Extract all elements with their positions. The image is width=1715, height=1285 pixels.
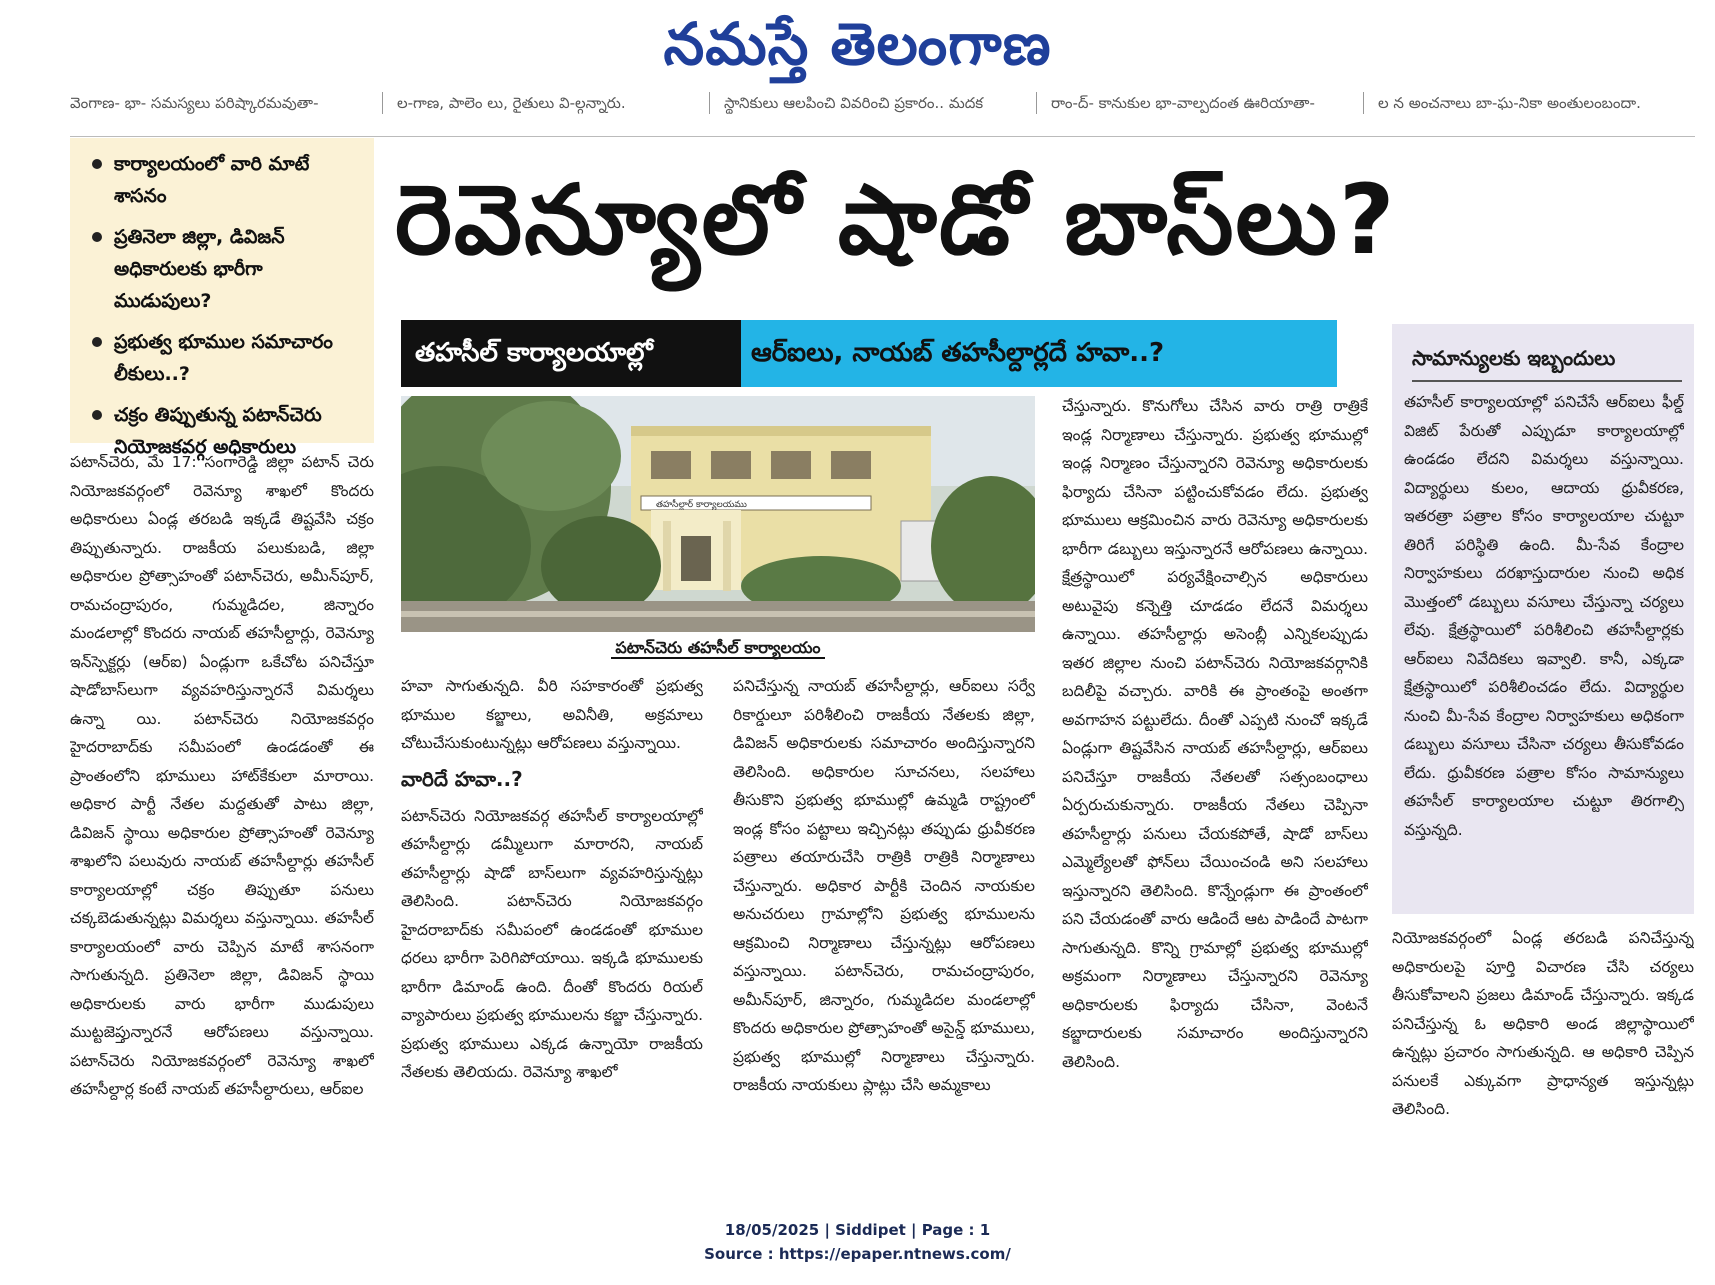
photo-caption	[401, 636, 1035, 660]
kicker-blue-part: ఆర్‌ఐలు, నాయబ్ తహసీల్దార్లదే హవా..?	[741, 320, 1337, 387]
ticker-item: వెంగాణ- భా- సమస్యలు పరిష్కారమవుతా-	[70, 94, 319, 112]
article-column-5: నియోజకవర్గంలో ఏండ్ల తరబడి పనిచేస్తున్న అధికారులపై పూర్తి విచారణ చేసి చర్యలు తీసుకోవాలని ప్రజలు డిమాండ్ చేస్తున్నారు. ఇక్కడ పనిచేస్తున్న ఓ అధికారి అండ జిల్లాస్థాయిలో ఉన్నట్లు ప్రచారం సాగుతున్నది. ఆ అధికారి చెప్పిన పనులకే ఎక్కువగా ప్రాధాన్యత ఇస్తున్నట్లు తెలిసింది.	[1392, 929, 1694, 1118]
masthead-logo: నమస్తే తెలంగాణ	[663, 10, 1052, 78]
office-name-sign: తహసీల్దార్ కార్యాలయము	[656, 500, 747, 510]
ticker-strip	[70, 92, 1690, 114]
highlights-list	[70, 138, 374, 463]
article-column-2-text-b: పటాన్‌చెరు నియోజకవర్గ తహసీల్ కార్యాలయాల్లో తహసీల్దార్లు డమ్మీలుగా మారారని, నాయబ్ తహసీల్దార్లు షాడో బాస్‌లుగా వ్యవహరిస్తున్నట్లు తెలిసింది. పటాన్‌చెరు నియోజకవర్గం హైదరాబాద్‌కు సమీపంలో ఉండడంతో భూముల ధరలు భారీగా పెరిగిపోయాయి. ఇక్కడి భూములకు భారీగా డిమాండ్ ఉంది. దీంతో కొందరు రియల్ వ్యాపారులు ప్రభుత్వ భూములను కబ్జా చేస్తున్నారు. ప్రభుత్వ భూములు ఎక్కడ ఉన్నాయో రాజకీయ నేతలకు తెలియదు. రెవెన్యూ శాఖలో	[401, 806, 703, 1081]
article-column-2	[401, 672, 703, 1142]
subheading: వారిదే హవా..?	[401, 766, 523, 791]
main-headline: రెవెన్యూలో షాడో బాస్‌లు?	[395, 164, 1397, 276]
header-divider	[70, 136, 1695, 137]
highlight-item: ప్రభుత్వ భూముల సమాచారం లీకులు..?	[90, 326, 364, 390]
article-column-2-text-a: హవా సాగుతున్నది. వీరి సహకారంతో ప్రభుత్వ భూముల కబ్జాలు, అవినీతి, అక్రమాలు చోటుచేసుకుంటున్నట్లు ఆరోపణలు వస్తున్నాయి.	[401, 677, 703, 752]
highlights-box	[70, 138, 374, 458]
highlight-item: చక్రం తిప్పుతున్న పటాన్‌చెరు నియోజకవర్గ అధికారులు	[90, 399, 364, 463]
sidebar-title: సామాన్యులకు ఇబ్బందులు	[1412, 342, 1682, 382]
highlight-item: ప్రతినెలా జిల్లా, డివిజన్ అధికారులకు భారీగా ముడుపులు?	[90, 221, 364, 317]
office-photo	[401, 396, 1035, 632]
ticker-item: రాం-ద్- కానుకుల భా-వాల్పదంత ఊరియాతా-	[1036, 92, 1363, 114]
highlight-item: కార్యాలయంలో వారి మాటే శాసనం	[90, 148, 364, 212]
article-column-3: పనిచేస్తున్న నాయబ్ తహసీల్దార్లు, ఆర్‌ఐలు సర్వే రికార్డులూ పరిశీలించి రాజకీయ నేతలకు జిల్లా, డివిజన్ అధికారులకు సమాచారం అందిస్తున్నారని తెలిసింది. అధికారుల సూచనలు, సలహాలు తీసుకొని ప్రభుత్వ భూముల్లో ఉమ్మడి రాష్ట్రంలో ఇండ్ల కోసం పట్టాలు ఇచ్చినట్లు తప్పుడు ధ్రువీకరణ పత్రాలు తయారుచేసి రాత్రికి రాత్రికి నిర్మాణాలు చేస్తున్నారు. అధికార పార్టీకి చెందిన నాయకుల అనుచరులు గ్రామాల్లోని ప్రభుత్వ భూములను ఆక్రమించి నిర్మాణాలు చేస్తున్నట్లు ఆరోపణలు వస్తున్నాయి. పటాన్‌చెరు, రామచంద్రాపురం, అమీన్‌పూర్, జిన్నారం, గుమ్మడిదల మండలాల్లో కొందరు అధికారుల ప్రోత్సాహంతో అసైన్డ్ భూములు, ప్రభుత్వ భూముల్లో నిర్మాణాలు చేస్తున్నారు. రాజకీయ నాయకులు ప్లాట్లు చేసి అమ్మకాలు	[733, 677, 1035, 1094]
photo-caption-text: పటాన్‌చెరు తహసీల్ కార్యాలయం	[611, 638, 824, 659]
ticker-item: స్థానికులు ఆలపించి వివరించి ప్రకారం.. మదక	[709, 92, 1036, 114]
article-column-1: పటాన్‌చెరు, మే 17: సంగారెడ్డి జిల్లా పటాన్ చెరు నియోజకవర్గంలో రెవెన్యూ శాఖలో కొందరు అధికారులు ఏండ్ల తరబడి ఇక్కడే తిష్టవేసి చక్రం తిప్పుతున్నారు. రాజకీయ పలుకుబడి, జిల్లా అధికారుల ప్రోత్సాహంతో పటాన్‌చెరు, అమీన్‌పూర్, రామచంద్రాపురం, గుమ్మడిదల, జిన్నారం మండలాల్లో కొందరు నాయబ్ తహసీల్దార్లు, రెవెన్యూ ఇన్‌స్పెక్టర్లు (ఆర్‌ఐ) ఏండ్లుగా ఒకేచోట పనిచేస్తూ షాడోబాస్‌లుగా వ్యవహరిస్తున్నారనే విమర్శలు ఉన్నా యి. పటాన్‌చెరు నియోజకవర్గం హైదరాబాద్‌కు సమీపంలో ఉండడంతో ఈ ప్రాంతంలోని భూములు హాట్‌కేకులా మారాయి. అధికార పార్టీ నేతల మద్దతుతో పాటు జిల్లా, డివిజన్ స్థాయి అధికారుల ప్రోత్సాహంతో రెవెన్యూ శాఖలోని పలువురు నాయబ్ తహసీల్దార్లు తహసీల్ కార్యాలయాల్లో చక్రం తిప్పుతూ పనులు చక్కబెడుతున్నట్లు విమర్శలు వస్తున్నాయి. తహసీల్ కార్యాలయంలో వారు చెప్పిన మాటే శాసనంగా సాగుతున్నది. ప్రతినెలా జిల్లా, డివిజన్ స్థాయి అధికారులకు వారు భారీగా ముడుపులు ముట్టజెప్తున్నారనే ఆరోపణలు వస్తున్నాయి. పటాన్‌చెరు నియోజకవర్గంలో రెవెన్యూ శాఖలో తహసీల్దార్ల కంటే నాయబ్ తహసీల్దారులు, ఆర్‌ఐల	[70, 453, 374, 1098]
kicker-black-part: తహసీల్ కార్యాలయాల్లో	[401, 320, 741, 387]
ticker-item: ల-గాణ, పాలెం లు, రైతులు వి-ల్గన్నారు.	[382, 92, 709, 114]
kicker-banner	[401, 320, 1337, 387]
footer-date-line: 18/05/2025 | Siddipet | Page : 1	[724, 1221, 991, 1239]
office-photo-illustration	[401, 396, 1035, 632]
page-footer	[0, 1218, 1715, 1266]
footer-source-line: Source : https://epaper.ntnews.com/	[704, 1245, 1011, 1263]
ticker-item: ల న అంచనాలు బా-ఘ-నికా అంతులంబందా.	[1363, 92, 1690, 114]
article-column-4: చేస్తున్నారు. కొనుగోలు చేసిన వారు రాత్రి రాత్రికే ఇండ్ల నిర్మాణాలు చేస్తున్నారు. ప్రభుత్వ భూముల్లో ఇండ్ల నిర్మాణం చేస్తున్నారని రెవెన్యూ అధికారులకు ఫిర్యాదు చేసినా పట్టించుకోవడం లేదు. ప్రభుత్వ భూములు ఆక్రమించిన వారు రెవెన్యూ అధికారులకు భారీగా డబ్బులు ఇస్తున్నారనే ఆరోపణలు ఉన్నాయి. క్షేత్రస్థాయిలో పర్యవేక్షించాల్సిన అధికారులు అటువైపు కన్నెత్తి చూడడం లేదనే విమర్శలు ఉన్నాయి. తహసీల్దార్లు అసెంబ్లీ ఎన్నికలప్పుడు ఇతర జిల్లాల నుంచి పటాన్‌చెరు నియోజకవర్గానికి బదిలీపై వచ్చారు. వారికి ఈ ప్రాంతంపై అంతగా అవగాహన పట్టులేదు. దీంతో ఎప్పటి నుంచో ఇక్కడే ఏండ్లుగా తిష్టవేసిన నాయబ్ తహసీల్దార్లు, ఆర్‌ఐలు పనిచేస్తూ రాజకీయ నేతలతో సత్సంబంధాలు ఏర్పరుచుకున్నారు. రాజకీయ నేతలు చెప్పినా తహసీల్దార్లు పనులు చేయకపోతే, షాడో బాస్‌లు ఎమ్మెల్యేలతో ఫోన్‌లు చేయించండి అని సలహాలు ఇస్తున్నారని తెలిసింది. కొన్నేండ్లుగా ఈ ప్రాంతంలో పని చేయడంతో వారు ఆడిందే ఆట పాడిందే పాటగా సాగుతున్నది. కొన్ని గ్రామాల్లో ప్రభుత్వ భూముల్లో అక్రమంగా నిర్మాణాలు చేస్తున్నారని రెవెన్యూ అధికారులకు ఫిర్యాదు చేసినా, వెంటనే కబ్జాదారులకు సమాచారం అందిస్తున్నారని తెలిసింది.	[1062, 397, 1368, 1071]
sidebar-body: తహసీల్ కార్యాలయాల్లో పనిచేసే ఆర్‌ఐలు ఫీల్డ్ విజిట్ పేరుతో ఎప్పుడూ కార్యాలయాల్లో ఉండడం లేదని విమర్శలు వస్తున్నాయి. విద్యార్థులు కులం, ఆదాయ ధ్రువీకరణ, ఇతరత్రా పత్రాల కోసం కార్యాలయాల చుట్టూ తిరిగే పరిస్థితి ఉంది. మీ-సేవ కేంద్రాల నిర్వాహకులు దరఖాస్తుదారుల నుంచి అధిక మొత్తంలో డబ్బులు వసూలు చేస్తున్నా చర్యలు లేవు. క్షేత్రస్థాయిలో పరిశీలించి తహసీల్దార్లకు ఆర్‌ఐలు నివేదికలు ఇవ్వాలి. కానీ, ఎక్కడా క్షేత్రస్థాయిలో పరిశీలించడం లేదు. విద్యార్థుల నుంచి మీ-సేవ కేంద్రాల నిర్వాహకులు అధికంగా డబ్బులు వసూలు చేసినా చర్యలు తీసుకోవడం లేదు. ధ్రువీకరణ పత్రాల కోసం సామాన్యులు తహసీల్ కార్యాలయాల చుట్టూ తిరగాల్సి వస్తున్నది.	[1404, 393, 1684, 839]
